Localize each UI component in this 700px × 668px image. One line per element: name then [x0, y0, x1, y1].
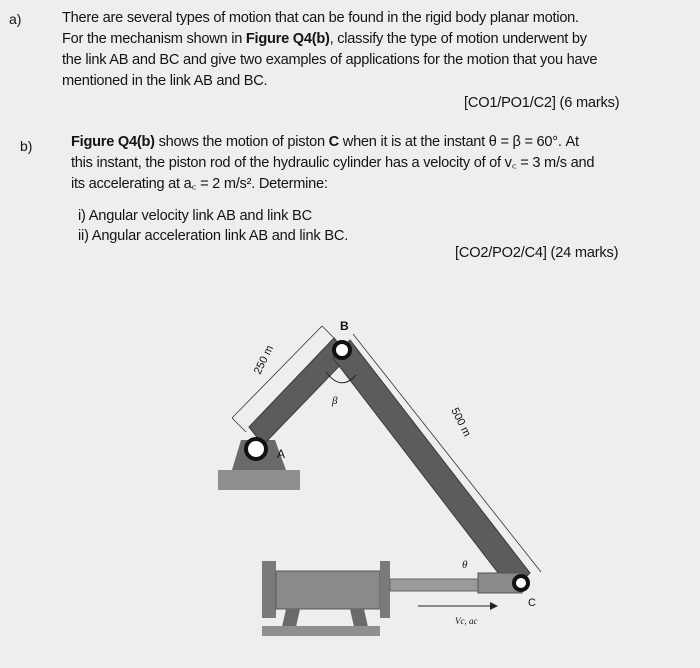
- figure-reference: Figure Q4(b): [245, 31, 330, 47]
- ground-base-a: [218, 470, 300, 490]
- part-b-item-2: ii) Angular acceleration link AB and link BC.: [78, 228, 349, 244]
- angle-beta-label: β: [332, 395, 338, 407]
- dimension-bc-label: 500 m: [448, 405, 473, 439]
- part-b-line-3: its accelerating at a꜀ = 2 m/s². Determine:: [71, 176, 328, 192]
- part-b-line-2: this instant, the piston rod of the hydraulic cylinder has a velocity of of v꜀ = 3 m/s and: [71, 155, 595, 171]
- angle-theta-label: θ: [462, 559, 468, 571]
- dimension-ab-label: 250 m: [251, 343, 277, 377]
- piston-rod: [390, 579, 480, 591]
- cylinder-support-right: [350, 609, 368, 627]
- dimension-line-bc: [353, 334, 541, 572]
- cylinder-body: [276, 571, 380, 609]
- part-b-label: b): [20, 138, 33, 154]
- part-a-label: a): [9, 11, 22, 27]
- part-a-line-2: For the mechanism shown in Figure Q4(b), classify the type of motion underwent by: [62, 31, 587, 47]
- point-c-label: C: [528, 597, 536, 609]
- point-a-label: A: [277, 447, 286, 461]
- pin-c: [514, 576, 528, 590]
- link-bc: [333, 340, 530, 591]
- cylinder-head-plate: [380, 561, 390, 618]
- pin-a: [246, 439, 266, 459]
- figure-reference: Figure Q4(b): [71, 134, 155, 150]
- part-a-marks: [CO1/PO1/C2] (6 marks): [464, 95, 620, 111]
- part-b-item-1: i) Angular velocity link AB and link BC: [78, 208, 312, 224]
- part-b-marks: [CO2/PO2/C4] (24 marks): [455, 245, 619, 261]
- velocity-acceleration-label: Vc, ac: [455, 616, 478, 626]
- cylinder-end-plate: [262, 561, 276, 618]
- part-a-line-1: There are several types of motion that can be found in the rigid body planar motion.: [62, 10, 579, 26]
- velocity-arrow-head: [490, 602, 498, 610]
- point-b-label: B: [340, 319, 349, 333]
- part-a-line-3: the link AB and BC and give two examples of applications for the motion that you have: [62, 52, 598, 68]
- part-b-line-1: Figure Q4(b) shows the motion of piston C when it is at the instant θ = β = 60°. At: [71, 134, 579, 150]
- pin-b: [334, 342, 350, 358]
- dimension-tick-a: [232, 418, 246, 432]
- ground-base-cylinder: [262, 626, 380, 636]
- dimension-tick-b: [322, 326, 336, 340]
- part-a-line-4: mentioned in the link AB and BC.: [62, 73, 268, 89]
- cylinder-support-left: [282, 609, 300, 627]
